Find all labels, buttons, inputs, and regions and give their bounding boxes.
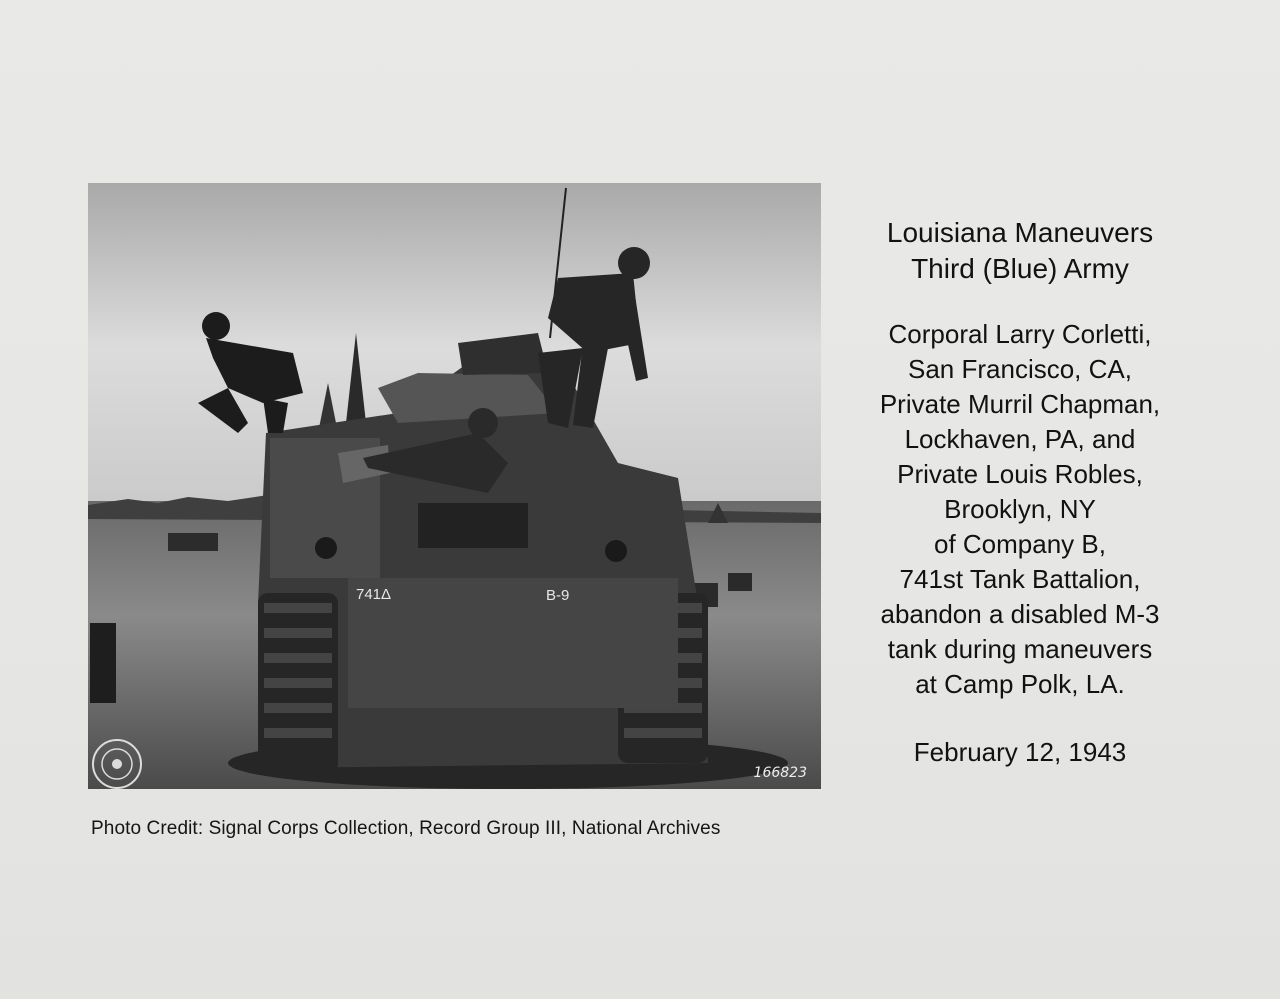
tank-photograph [88, 183, 821, 789]
caption-line: 741st Tank Battalion, [899, 564, 1141, 594]
caption-block [846, 215, 1194, 769]
caption-line: San Francisco, CA, [908, 354, 1132, 384]
caption-line: Corporal Larry Corletti, [888, 319, 1152, 349]
caption-title-line: Third (Blue) Army [911, 253, 1129, 284]
caption-date: February 12, 1943 [913, 737, 1127, 767]
caption-line: of Company B, [934, 529, 1106, 559]
caption-body [846, 317, 1194, 702]
tank-marking-bumper: 741Δ [356, 586, 392, 603]
photo-illustration [88, 183, 821, 789]
caption-line: Brooklyn, NY [944, 494, 1096, 524]
caption-line: Lockhaven, PA, and [904, 424, 1136, 454]
caption-line: Private Louis Robles, [897, 459, 1143, 489]
caption-line: abandon a disabled M-3 [880, 599, 1160, 629]
caption-title [846, 215, 1194, 287]
caption-line: tank during maneuvers [887, 634, 1153, 664]
tank-marking-unit: B-9 [546, 587, 570, 604]
caption-line: Private Murril Chapman, [879, 389, 1161, 419]
photo-credit: Photo Credit: Signal Corps Collection, Record Group III, National Archives [91, 818, 721, 839]
photo-serial-number: 166823 [753, 765, 807, 781]
caption-line: at Camp Polk, LA. [915, 669, 1125, 699]
caption-title-line: Louisiana Maneuvers [886, 217, 1154, 248]
